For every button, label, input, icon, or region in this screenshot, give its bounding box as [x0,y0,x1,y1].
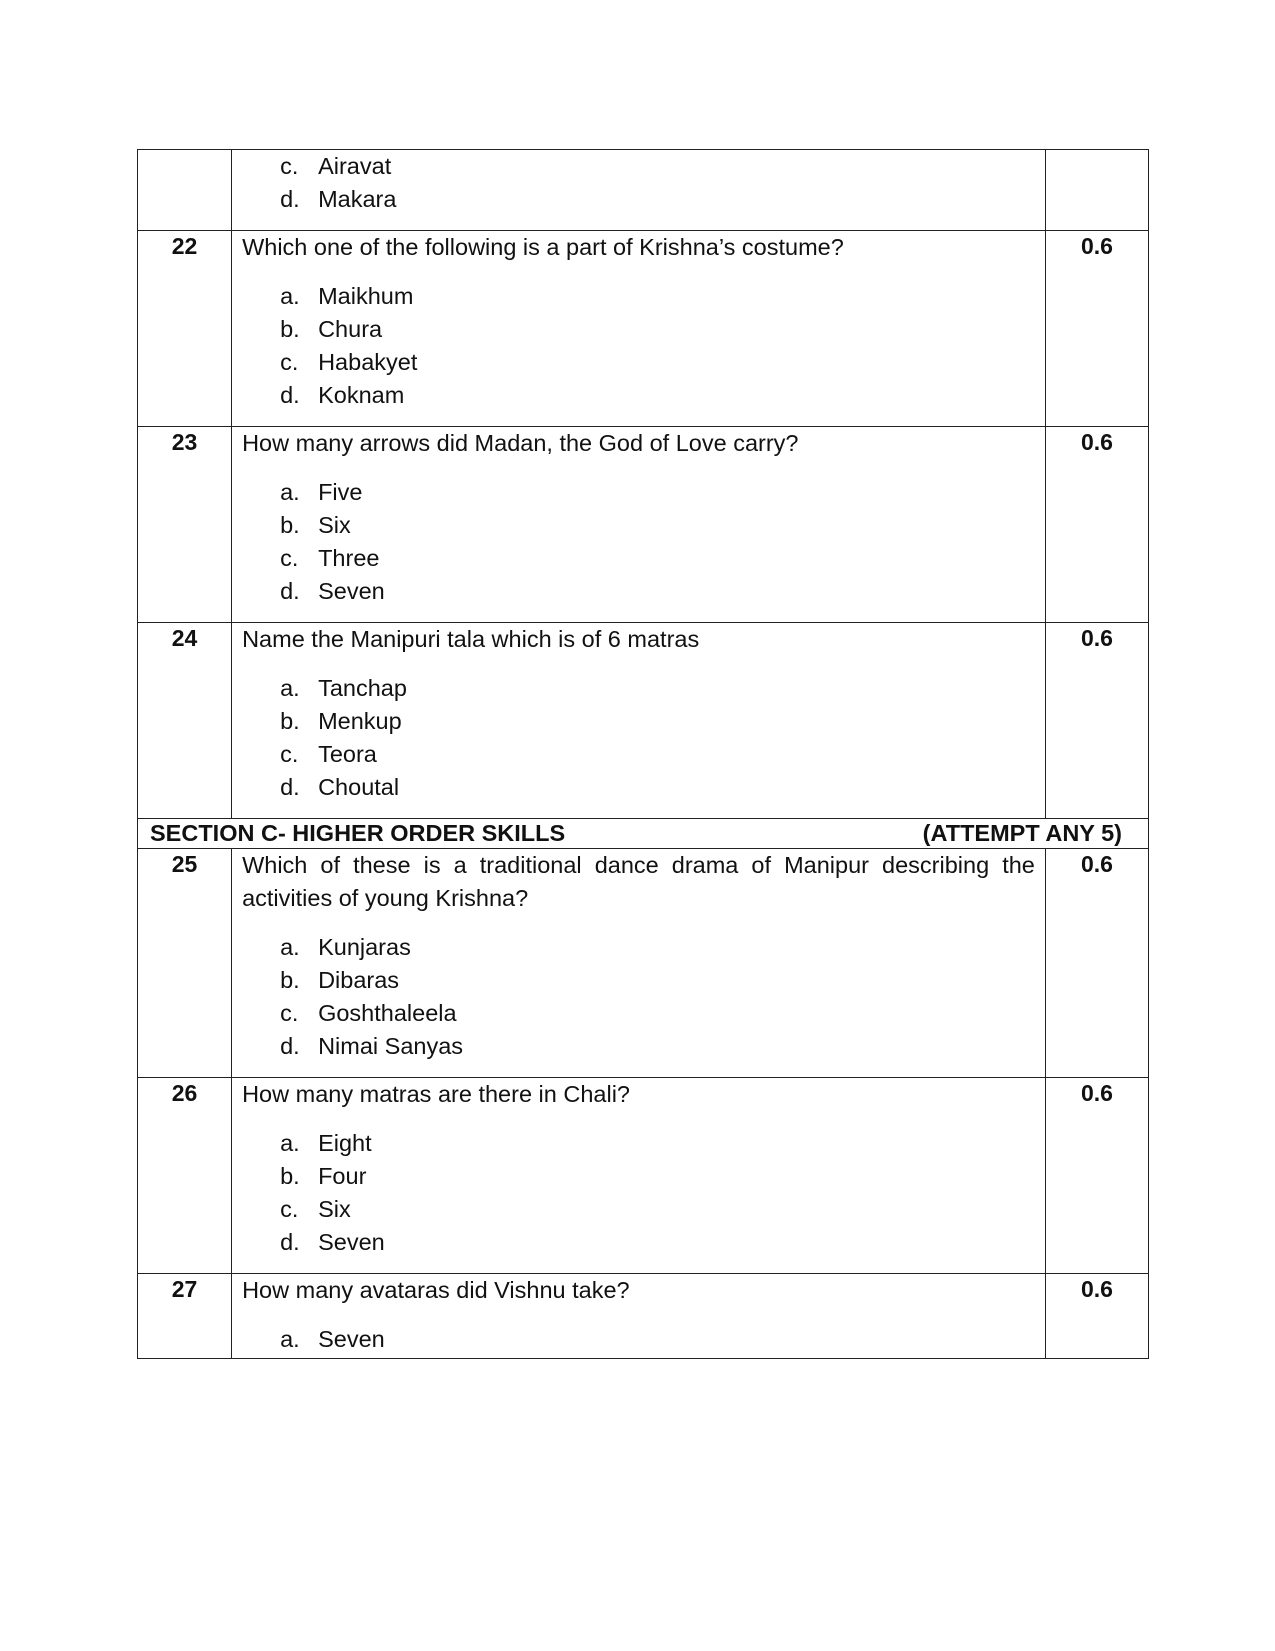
option-item [280,150,1035,183]
question-text: Which one of the following is a part of Krishna’s costume? [242,234,844,260]
option-text: Three [318,545,380,571]
question-text: How many matras are there in Chali? [242,1081,630,1107]
option-item [280,509,1035,542]
question-cell [232,427,1046,623]
option-item [280,964,1035,997]
option-item [280,738,1035,771]
section-header [138,819,1149,849]
question-cell [232,150,1046,231]
option-text: Four [318,1163,367,1189]
option-item [280,183,1035,216]
option-item [280,1226,1035,1259]
question-row-25 [138,849,1149,1078]
option-item [280,997,1035,1030]
option-letter: b. [280,1163,300,1189]
option-item [280,379,1035,412]
option-text: Goshthaleela [318,1000,457,1026]
option-text: Teora [318,741,377,767]
option-letter: a. [280,675,300,701]
options-list [242,672,1035,804]
question-number: 24 [138,623,232,819]
option-item [280,1160,1035,1193]
option-letter: d. [280,774,300,800]
option-text: Airavat [318,153,392,179]
options-list [242,931,1035,1063]
option-text: Dibaras [318,967,400,993]
option-letter: c. [280,1000,299,1026]
option-letter: d. [280,186,300,212]
option-letter: c. [280,153,299,179]
option-text: Seven [318,578,385,604]
options-list [242,150,1035,216]
option-text: Seven [318,1229,385,1255]
option-text: Chura [318,316,383,342]
question-text: Which of these is a traditional dance drama of Manipur describing the activities of young Krishna? [242,852,1035,911]
option-letter: c. [280,349,299,375]
option-text: Six [318,512,351,538]
question-row-22 [138,231,1149,427]
option-text: Six [318,1196,351,1222]
question-text: Name the Manipuri tala which is of 6 matras [242,626,700,652]
question-number: 26 [138,1078,232,1274]
question-number-cell [138,150,232,231]
options-list [242,1323,1035,1356]
option-text: Kunjaras [318,934,411,960]
question-cell [232,1078,1046,1274]
section-instruction: (ATTEMPT ANY 5) [922,820,1122,846]
question-cell [232,849,1046,1078]
option-item [280,476,1035,509]
option-item [280,1323,1035,1356]
option-item [280,1193,1035,1226]
option-text: Choutal [318,774,400,800]
question-row-23 [138,427,1149,623]
option-letter: c. [280,741,299,767]
question-cell [232,1274,1046,1359]
option-text: Nimai Sanyas [318,1033,464,1059]
option-text: Koknam [318,382,405,408]
question-cell [232,231,1046,427]
option-item [280,771,1035,804]
option-text: Habakyet [318,349,418,375]
option-text: Menkup [318,708,402,734]
question-row-27 [138,1274,1149,1359]
question-row-26 [138,1078,1149,1274]
option-item [280,672,1035,705]
question-number: 27 [138,1274,232,1359]
question-row-24 [138,623,1149,819]
question-number: 25 [138,849,232,1078]
marks: 0.6 [1045,1078,1148,1274]
section-header-row [138,819,1149,849]
question-number: 22 [138,231,232,427]
question-number: 23 [138,427,232,623]
option-letter: b. [280,316,300,342]
option-letter: c. [280,545,299,571]
marks: 0.6 [1045,623,1148,819]
option-letter: a. [280,1130,300,1156]
marks: 0.6 [1045,231,1148,427]
option-letter: a. [280,479,300,505]
option-item [280,1127,1035,1160]
options-list [242,476,1035,608]
option-text: Tanchap [318,675,407,701]
option-letter: d. [280,578,300,604]
option-letter: a. [280,934,300,960]
marks-cell [1045,150,1148,231]
marks: 0.6 [1045,427,1148,623]
marks: 0.6 [1045,849,1148,1078]
option-item [280,1030,1035,1063]
option-text: Makara [318,186,397,212]
option-item [280,542,1035,575]
option-letter: d. [280,382,300,408]
option-item [280,705,1035,738]
question-table [137,149,1149,1359]
option-letter: a. [280,283,300,309]
question-text: How many arrows did Madan, the God of Love carry? [242,430,799,456]
question-cell [232,623,1046,819]
option-letter: b. [280,967,300,993]
option-item [280,313,1035,346]
option-letter: b. [280,512,300,538]
option-letter: b. [280,708,300,734]
option-text: Five [318,479,363,505]
question-row-continued [138,150,1149,231]
option-text: Eight [318,1130,372,1156]
marks: 0.6 [1045,1274,1148,1359]
option-item [280,346,1035,379]
option-text: Seven [318,1326,385,1352]
option-item [280,575,1035,608]
options-list [242,1127,1035,1259]
option-item [280,931,1035,964]
option-letter: d. [280,1033,300,1059]
option-letter: a. [280,1326,300,1352]
options-list [242,280,1035,412]
option-item [280,280,1035,313]
section-title: SECTION C- HIGHER ORDER SKILLS [150,820,566,846]
question-text: How many avataras did Vishnu take? [242,1277,630,1303]
option-letter: d. [280,1229,300,1255]
option-text: Maikhum [318,283,414,309]
option-letter: c. [280,1196,299,1222]
